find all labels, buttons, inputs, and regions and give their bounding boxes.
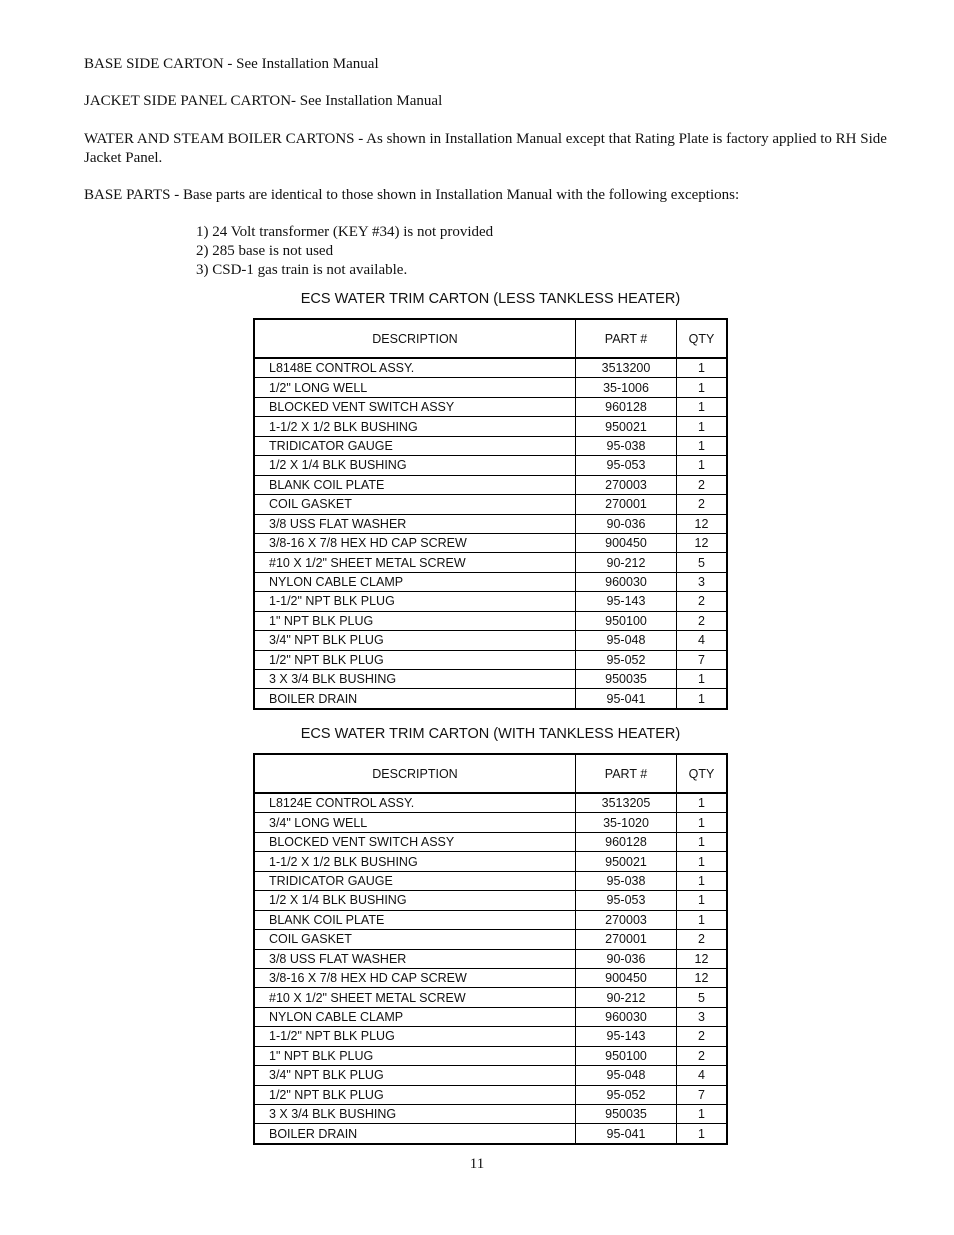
part-number-cell: 270001	[576, 930, 677, 949]
part-number-cell: 95-041	[576, 1124, 677, 1144]
quantity-cell: 2	[677, 1046, 728, 1065]
quantity-cell: 12	[677, 949, 728, 968]
description-cell: 1/2" NPT BLK PLUG	[254, 1085, 576, 1104]
table-row	[254, 1027, 727, 1046]
base-side-carton-text: BASE SIDE CARTON - See Installation Manual	[84, 56, 379, 72]
quantity-cell: 1	[677, 689, 728, 709]
table-row	[254, 949, 727, 968]
description-cell: 3/4" NPT BLK PLUG	[254, 1066, 576, 1085]
table-row	[254, 514, 727, 533]
quantity-cell: 5	[677, 988, 728, 1007]
table-row	[254, 988, 727, 1007]
part-number-cell: 95-038	[576, 871, 677, 890]
exceptions-list	[196, 223, 493, 280]
description-cell: 1/2 X 1/4 BLK BUSHING	[254, 456, 576, 475]
table-row	[254, 670, 727, 689]
table-row	[254, 1085, 727, 1104]
exception-item: 3) CSD-1 gas train is not available.	[196, 262, 408, 278]
part-number-cell: 95-053	[576, 456, 677, 475]
part-number-cell: 270001	[576, 495, 677, 514]
part-number-cell: 95-048	[576, 631, 677, 650]
table-row	[254, 553, 727, 572]
exception-item: 2) 285 base is not used	[196, 243, 334, 259]
description-cell: 3 X 3/4 BLK BUSHING	[254, 1105, 576, 1124]
quantity-cell: 12	[677, 968, 728, 987]
table-row	[254, 832, 727, 851]
table-row	[254, 813, 727, 832]
description-cell: COIL GASKET	[254, 930, 576, 949]
table-row	[254, 650, 727, 669]
part-number-cell: 950035	[576, 670, 677, 689]
quantity-cell: 2	[677, 930, 728, 949]
table1-title: ECS WATER TRIM CARTON (LESS TANKLESS HEATER)	[300, 291, 681, 307]
table-row	[254, 592, 727, 611]
description-cell: BLOCKED VENT SWITCH ASSY	[254, 832, 576, 851]
part-number-cell: 950021	[576, 417, 677, 436]
table-header-row	[254, 754, 727, 793]
with-tankless-parts-table	[253, 753, 728, 1145]
table-row	[254, 397, 727, 416]
table-row	[254, 689, 727, 709]
quantity-cell: 1	[677, 832, 728, 851]
part-number-cell: 95-038	[576, 436, 677, 455]
part-number-cell: 960030	[576, 1007, 677, 1026]
table-row	[254, 1124, 727, 1144]
quantity-cell: 1	[677, 436, 728, 455]
quantity-cell: 1	[677, 378, 728, 397]
base-parts-text: BASE PARTS - Base parts are identical to those shown in Installation Manual with the following exceptions:	[84, 187, 740, 203]
quantity-cell: 1	[677, 670, 728, 689]
table-row	[254, 930, 727, 949]
quantity-cell: 2	[677, 592, 728, 611]
part-number-cell: 90-036	[576, 949, 677, 968]
quantity-cell: 7	[677, 650, 728, 669]
part-number-cell: 950100	[576, 1046, 677, 1065]
description-cell: L8124E CONTROL ASSY.	[254, 793, 576, 813]
page-number: 11	[469, 1156, 485, 1172]
part-header: PART #	[576, 754, 677, 793]
part-number-cell: 3513205	[576, 793, 677, 813]
quantity-cell: 1	[677, 871, 728, 890]
part-number-cell: 900450	[576, 533, 677, 552]
quantity-cell: 4	[677, 1066, 728, 1085]
part-number-cell: 960030	[576, 572, 677, 591]
less-tankless-parts-table	[253, 318, 728, 710]
description-cell: BOILER DRAIN	[254, 689, 576, 709]
exception-item: 1) 24 Volt transformer (KEY #34) is not provided	[196, 224, 494, 240]
table-row	[254, 793, 727, 813]
description-cell: COIL GASKET	[254, 495, 576, 514]
part-number-cell: 90-212	[576, 553, 677, 572]
part-header: PART #	[576, 319, 677, 358]
description-cell: #10 X 1/2" SHEET METAL SCREW	[254, 988, 576, 1007]
table-row	[254, 436, 727, 455]
table-row	[254, 631, 727, 650]
table-row	[254, 611, 727, 630]
description-cell: 1" NPT BLK PLUG	[254, 1046, 576, 1065]
description-cell: #10 X 1/2" SHEET METAL SCREW	[254, 553, 576, 572]
description-cell: 3/8 USS FLAT WASHER	[254, 949, 576, 968]
quantity-cell: 1	[677, 1105, 728, 1124]
description-cell: BLANK COIL PLATE	[254, 475, 576, 494]
quantity-cell: 7	[677, 1085, 728, 1104]
description-cell: 1-1/2" NPT BLK PLUG	[254, 592, 576, 611]
table-row	[254, 378, 727, 397]
quantity-cell: 4	[677, 631, 728, 650]
part-number-cell: 950021	[576, 852, 677, 871]
quantity-cell: 2	[677, 475, 728, 494]
table-row	[254, 417, 727, 436]
part-number-cell: 90-036	[576, 514, 677, 533]
description-cell: NYLON CABLE CLAMP	[254, 1007, 576, 1026]
description-cell: TRIDICATOR GAUGE	[254, 871, 576, 890]
part-number-cell: 950100	[576, 611, 677, 630]
table-row	[254, 1007, 727, 1026]
part-number-cell: 270003	[576, 910, 677, 929]
description-cell: 1-1/2 X 1/2 BLK BUSHING	[254, 852, 576, 871]
quantity-cell: 3	[677, 1007, 728, 1026]
table-row	[254, 1046, 727, 1065]
table-row	[254, 852, 727, 871]
quantity-cell: 2	[677, 611, 728, 630]
part-number-cell: 95-041	[576, 689, 677, 709]
table-row	[254, 871, 727, 890]
description-cell: 3/4" NPT BLK PLUG	[254, 631, 576, 650]
part-number-cell: 95-143	[576, 592, 677, 611]
description-cell: BOILER DRAIN	[254, 1124, 576, 1144]
part-number-cell: 900450	[576, 968, 677, 987]
quantity-cell: 5	[677, 553, 728, 572]
description-cell: 1" NPT BLK PLUG	[254, 611, 576, 630]
jacket-side-panel-text: JACKET SIDE PANEL CARTON- See Installation Manual	[84, 93, 443, 109]
description-cell: 3 X 3/4 BLK BUSHING	[254, 670, 576, 689]
table-row	[254, 1066, 727, 1085]
description-cell: L8148E CONTROL ASSY.	[254, 358, 576, 378]
quantity-cell: 12	[677, 533, 728, 552]
part-number-cell: 35-1006	[576, 378, 677, 397]
description-cell: 3/4" LONG WELL	[254, 813, 576, 832]
water-steam-cartons-text: WATER AND STEAM BOILER CARTONS - As shown in Installation Manual except that Rating Plate is factory applied to RH Side Jacket Panel.	[84, 131, 887, 166]
part-number-cell: 90-212	[576, 988, 677, 1007]
quantity-cell: 1	[677, 397, 728, 416]
quantity-cell: 1	[677, 1124, 728, 1144]
quantity-cell: 1	[677, 910, 728, 929]
part-number-cell: 95-053	[576, 891, 677, 910]
quantity-cell: 2	[677, 495, 728, 514]
description-cell: 1/2" LONG WELL	[254, 378, 576, 397]
description-cell: 3/8-16 X 7/8 HEX HD CAP SCREW	[254, 533, 576, 552]
part-number-cell: 95-052	[576, 650, 677, 669]
part-number-cell: 950035	[576, 1105, 677, 1124]
description-cell: 1-1/2 X 1/2 BLK BUSHING	[254, 417, 576, 436]
table-row	[254, 456, 727, 475]
table2-title: ECS WATER TRIM CARTON (WITH TANKLESS HEATER)	[300, 726, 681, 742]
table-row	[254, 968, 727, 987]
quantity-cell: 1	[677, 813, 728, 832]
table-row	[254, 475, 727, 494]
description-cell: 1/2 X 1/4 BLK BUSHING	[254, 891, 576, 910]
description-cell: BLOCKED VENT SWITCH ASSY	[254, 397, 576, 416]
description-cell: BLANK COIL PLATE	[254, 910, 576, 929]
quantity-cell: 3	[677, 572, 728, 591]
quantity-cell: 1	[677, 891, 728, 910]
description-cell: 1-1/2" NPT BLK PLUG	[254, 1027, 576, 1046]
quantity-cell: 1	[677, 358, 728, 378]
quantity-cell: 2	[677, 1027, 728, 1046]
part-number-cell: 960128	[576, 832, 677, 851]
part-number-cell: 270003	[576, 475, 677, 494]
qty-header: QTY	[677, 754, 728, 793]
quantity-cell: 1	[677, 793, 728, 813]
table-row	[254, 533, 727, 552]
part-number-cell: 3513200	[576, 358, 677, 378]
description-cell: 1/2" NPT BLK PLUG	[254, 650, 576, 669]
part-number-cell: 95-143	[576, 1027, 677, 1046]
table-header-row	[254, 319, 727, 358]
quantity-cell: 1	[677, 417, 728, 436]
part-number-cell: 35-1020	[576, 813, 677, 832]
description-cell: 3/8-16 X 7/8 HEX HD CAP SCREW	[254, 968, 576, 987]
description-header: DESCRIPTION	[254, 754, 576, 793]
table-row	[254, 572, 727, 591]
description-header: DESCRIPTION	[254, 319, 576, 358]
part-number-cell: 95-052	[576, 1085, 677, 1104]
table-row	[254, 358, 727, 378]
quantity-cell: 1	[677, 456, 728, 475]
part-number-cell: 95-048	[576, 1066, 677, 1085]
quantity-cell: 12	[677, 514, 728, 533]
description-cell: 3/8 USS FLAT WASHER	[254, 514, 576, 533]
description-cell: TRIDICATOR GAUGE	[254, 436, 576, 455]
description-cell: NYLON CABLE CLAMP	[254, 572, 576, 591]
table-row	[254, 1105, 727, 1124]
table-row	[254, 910, 727, 929]
qty-header: QTY	[677, 319, 728, 358]
table-row	[254, 891, 727, 910]
part-number-cell: 960128	[576, 397, 677, 416]
quantity-cell: 1	[677, 852, 728, 871]
table-row	[254, 495, 727, 514]
